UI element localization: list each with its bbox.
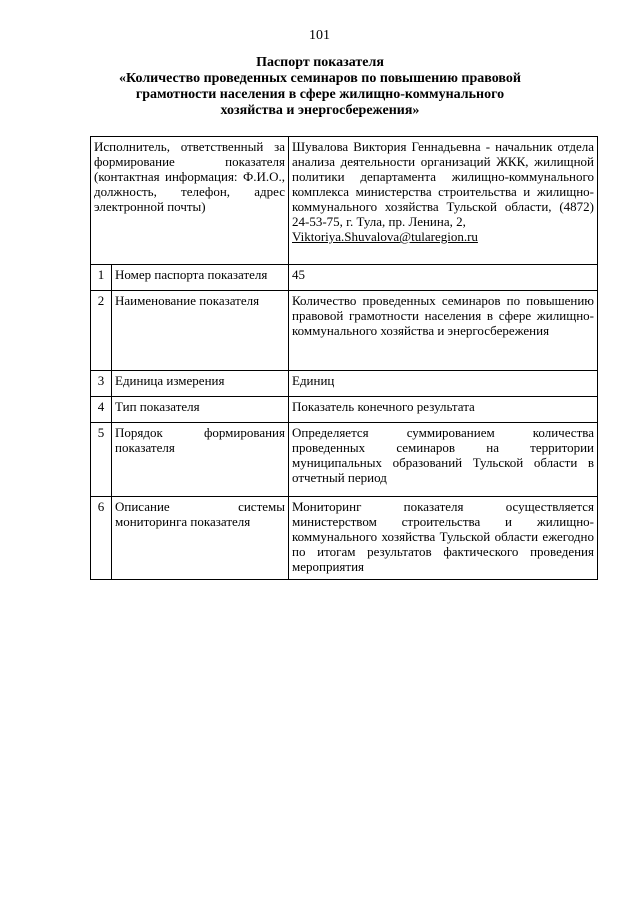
row-label: Порядок формирования показателя — [112, 423, 289, 497]
table-row — [91, 423, 598, 497]
title-line-3: грамотности населения в сфере жилищно-коммунального — [135, 87, 505, 102]
table-row — [91, 291, 598, 371]
table-row — [91, 397, 598, 423]
row-number: 5 — [91, 423, 112, 497]
row-value: Определяется суммированием количества проведенных семинаров на территории муниципальных образований Тульской области в отчетный период — [289, 423, 598, 497]
row-value: Показатель конечного результата — [289, 397, 598, 423]
table-row — [91, 371, 598, 397]
title-line-4: хозяйства и энергосбережения» — [220, 103, 420, 118]
document-title — [95, 55, 545, 119]
executor-value-cell — [289, 137, 598, 265]
table-row-executor — [91, 137, 598, 265]
row-label: Тип показателя — [112, 397, 289, 423]
executor-label: Исполнитель, ответственный за формирование показателя (контактная информация: Ф.И.О., должность, телефон, адрес электронной почты) — [91, 137, 289, 265]
row-value: Количество проведенных семинаров по повышению правовой грамотности населения в сфере жилищно-коммунального хозяйства и энергосбережения — [289, 291, 598, 371]
row-number: 1 — [91, 265, 112, 291]
title-line-1: Паспорт показателя — [256, 55, 384, 70]
row-number: 3 — [91, 371, 112, 397]
title-line-2: «Количество проведенных семинаров по повышению правовой — [119, 71, 521, 86]
row-label: Описание системы мониторинга показателя — [112, 497, 289, 580]
row-value: Единиц — [289, 371, 598, 397]
executor-value: Шувалова Виктория Геннадьевна - начальник отдела анализа деятельности организаций ЖКК, жилищной политики департамента жилищно-коммунального комплекса министерства строительства и жилищно-коммунального хозяйства Тульской области, (4872) 24-53-75, г. Тула, пр. Ленина, 2, — [292, 139, 594, 229]
row-label: Единица измерения — [112, 371, 289, 397]
row-value: 45 — [289, 265, 598, 291]
table-row — [91, 265, 598, 291]
row-value: Мониторинг показателя осуществляется министерством строительства и жилищно-коммунального хозяйства Тульской области ежегодно по итогам результатов фактического проведения мероприятия — [289, 497, 598, 580]
row-label: Номер паспорта показателя — [112, 265, 289, 291]
page-number: 101 — [309, 28, 330, 43]
row-label: Наименование показателя — [112, 291, 289, 371]
passport-table — [90, 136, 598, 580]
row-number: 2 — [91, 291, 112, 371]
table-row — [91, 497, 598, 580]
row-number: 4 — [91, 397, 112, 423]
row-number: 6 — [91, 497, 112, 580]
executor-email-link[interactable]: Viktoriya.Shuvalova@tularegion.ru — [292, 229, 478, 244]
